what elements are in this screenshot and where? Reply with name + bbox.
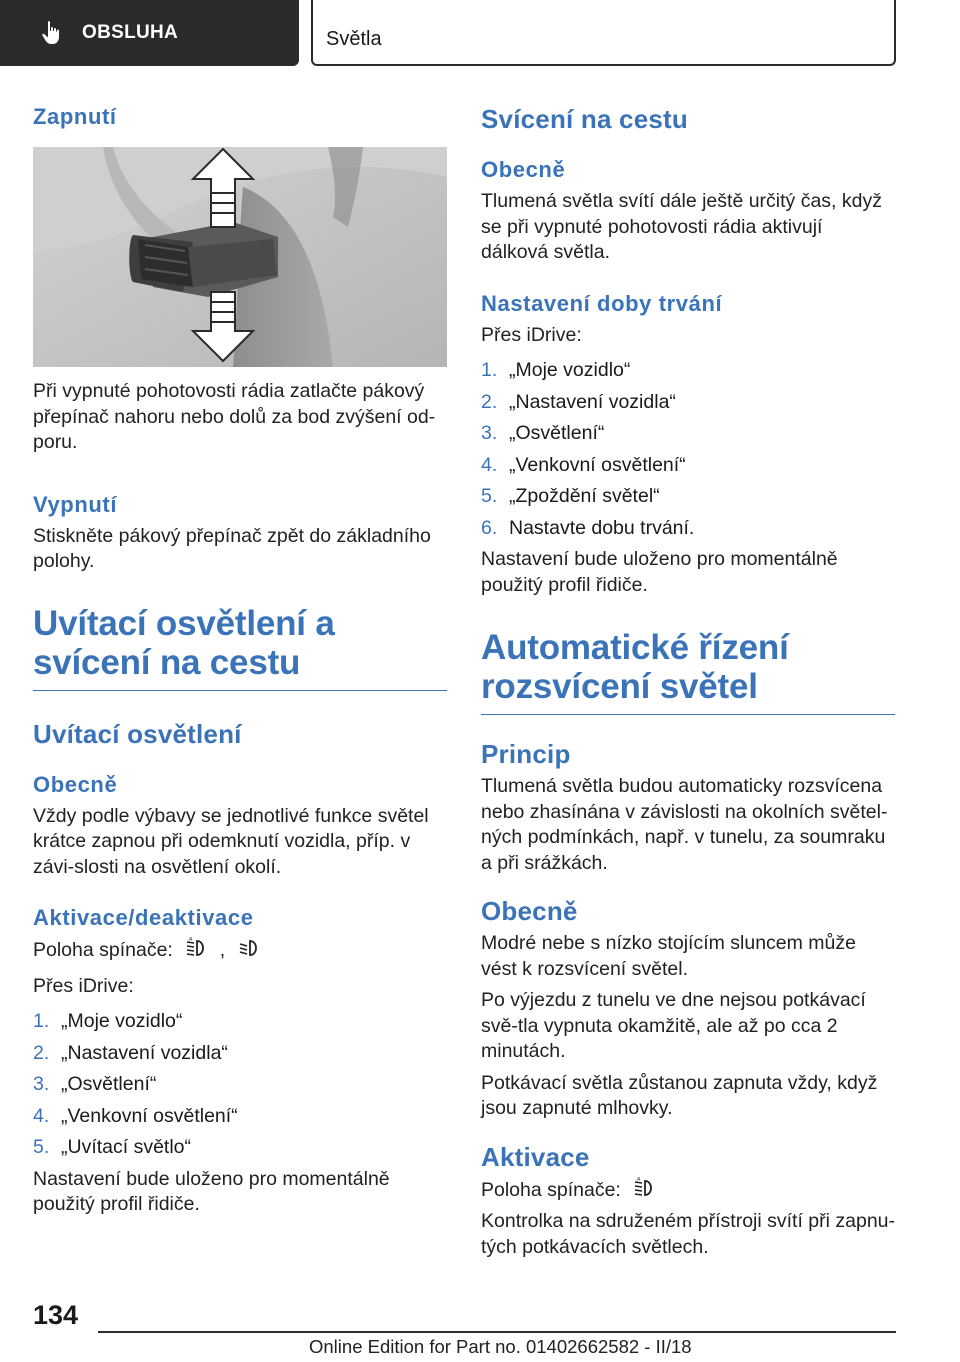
poloha-label-right: Poloha spínače: xyxy=(481,1178,621,1201)
list-item: 1. „Moje vozidlo“ xyxy=(481,359,631,381)
uvitaci-heading: Uvítací osvětlení xyxy=(33,718,242,749)
list-item: 2. „Nastavení vozidla“ xyxy=(481,390,676,413)
list-item: 5. „Uvítací světlo“ xyxy=(33,1136,192,1158)
list-item: 1. „Moje vozidlo“ xyxy=(33,1010,183,1032)
obecne-heading-left: Obecně xyxy=(33,771,118,797)
obecne-text-right: Tlumená světla svítí dále ještě určitý čas, když se při vypnuté pohotovosti rádia aktivují dálková světla. xyxy=(481,190,882,263)
obecne2-p1: Modré nebe s nízko stojícím sluncem může vést k rozsvícení světel. xyxy=(481,932,856,980)
section-label: OBSLUHA xyxy=(82,22,179,43)
edition-text: Online Edition for Part no. 01402662582 - II/18 xyxy=(309,1336,692,1357)
aktivace-heading: Aktivace xyxy=(481,1141,590,1172)
list-item: 2. „Nastavení vozidla“ xyxy=(33,1041,228,1064)
obecne2-p2: Po výjezdu z tunelu ve dne nejsou potkávací svě-tla vypnuta okamžitě, ale až po cca 2 minutách. xyxy=(481,989,866,1062)
steps-list-left xyxy=(33,1009,447,1161)
list-item: 4. „Venkovní osvětlení“ xyxy=(33,1104,238,1127)
vypnuti-heading: Vypnutí xyxy=(33,491,118,517)
left-column xyxy=(33,96,447,1218)
list-item: 3. „Osvětlení“ xyxy=(33,1073,157,1095)
main-heading-uvitaci: Uvítací osvětlení a svícení na cestu xyxy=(33,604,447,691)
list-item: 3. „Osvětlení“ xyxy=(481,422,605,444)
poloha-spinace-left xyxy=(33,937,447,964)
obecne-heading-right: Obecně xyxy=(481,157,566,182)
hand-pointer-icon xyxy=(40,20,64,46)
idrive-text-right: Přes iDrive: xyxy=(481,323,582,346)
headlight-auto-icon xyxy=(184,937,208,959)
chapter-label: Světla xyxy=(326,28,382,50)
obecne2-p3: Potkávací světla zůstanou zapnuta vždy, když jsou zapnuté mlhovky. xyxy=(481,1071,878,1119)
saved-text-right: Nastavení bude uloženo pro momentálně použitý profil řidiče. xyxy=(481,548,838,596)
lever-switch-figure xyxy=(33,147,447,367)
page-header xyxy=(0,0,960,66)
footer-divider xyxy=(98,1331,896,1333)
obecne2-heading: Obecně xyxy=(481,896,578,926)
princip-text: Tlumená světla budou automaticky rozsvícena nebo zhasínána v závislosti na okolních světel-ných podmínkách, např. v tunelu, za soumraku a při srážkách. xyxy=(481,775,888,874)
aktivace-deaktivace-heading: Aktivace/deaktivace xyxy=(33,905,254,930)
svg-text:A: A xyxy=(637,1176,641,1182)
list-item: 6. Nastavte dobu trvání. xyxy=(481,516,695,539)
saved-text-left: Nastavení bude uloženo pro momentálně použitý profil řidiče. xyxy=(33,1167,390,1215)
list-item: 4. „Venkovní osvětlení“ xyxy=(481,453,686,476)
zapnuti-text: Při vypnuté pohotovosti rádia zatlačte pákový přepínač nahoru nebo dolů za bod zvýšení od-poru. xyxy=(33,380,436,453)
page-number: 134 xyxy=(33,1300,79,1330)
main-heading-auto: Automatické řízení rozsvícení světel xyxy=(481,628,895,715)
right-column xyxy=(481,96,895,1260)
lever-switch-illustration xyxy=(33,147,447,367)
chapter-tab xyxy=(311,0,896,66)
list-item: 5. „Zpoždění světel“ xyxy=(481,485,660,507)
poloha-separator: , xyxy=(219,939,226,961)
svic-heading: Svícení na cestu xyxy=(481,104,688,134)
svg-text:A: A xyxy=(189,937,193,943)
kontrolka-text: Kontrolka na sdruženém přístroji svítí při zapnu-tých potkávacích světlech. xyxy=(481,1210,896,1258)
obecne-text-left: Vždy podle výbavy se jednotlivé funkce světel krátce zapnou při odemknutí vozidla, příp. v závi-slosti na osvětlení okolí. xyxy=(33,804,429,878)
idrive-text-left: Přes iDrive: xyxy=(33,974,134,997)
headlight-auto-icon xyxy=(632,1177,656,1199)
doba-heading: Nastavení doby trvání xyxy=(481,290,723,316)
poloha-spinace-right xyxy=(481,1177,895,1204)
steps-list-right xyxy=(481,358,895,541)
poloha-label-left: Poloha spínače: xyxy=(33,939,173,961)
low-beam-icon xyxy=(237,937,261,959)
section-tab xyxy=(0,0,299,66)
princip-heading: Princip xyxy=(481,739,571,769)
vypnuti-text: Stiskněte pákový přepínač zpět do základního polohy. xyxy=(33,524,431,572)
zapnuti-heading: Zapnutí xyxy=(33,104,117,129)
